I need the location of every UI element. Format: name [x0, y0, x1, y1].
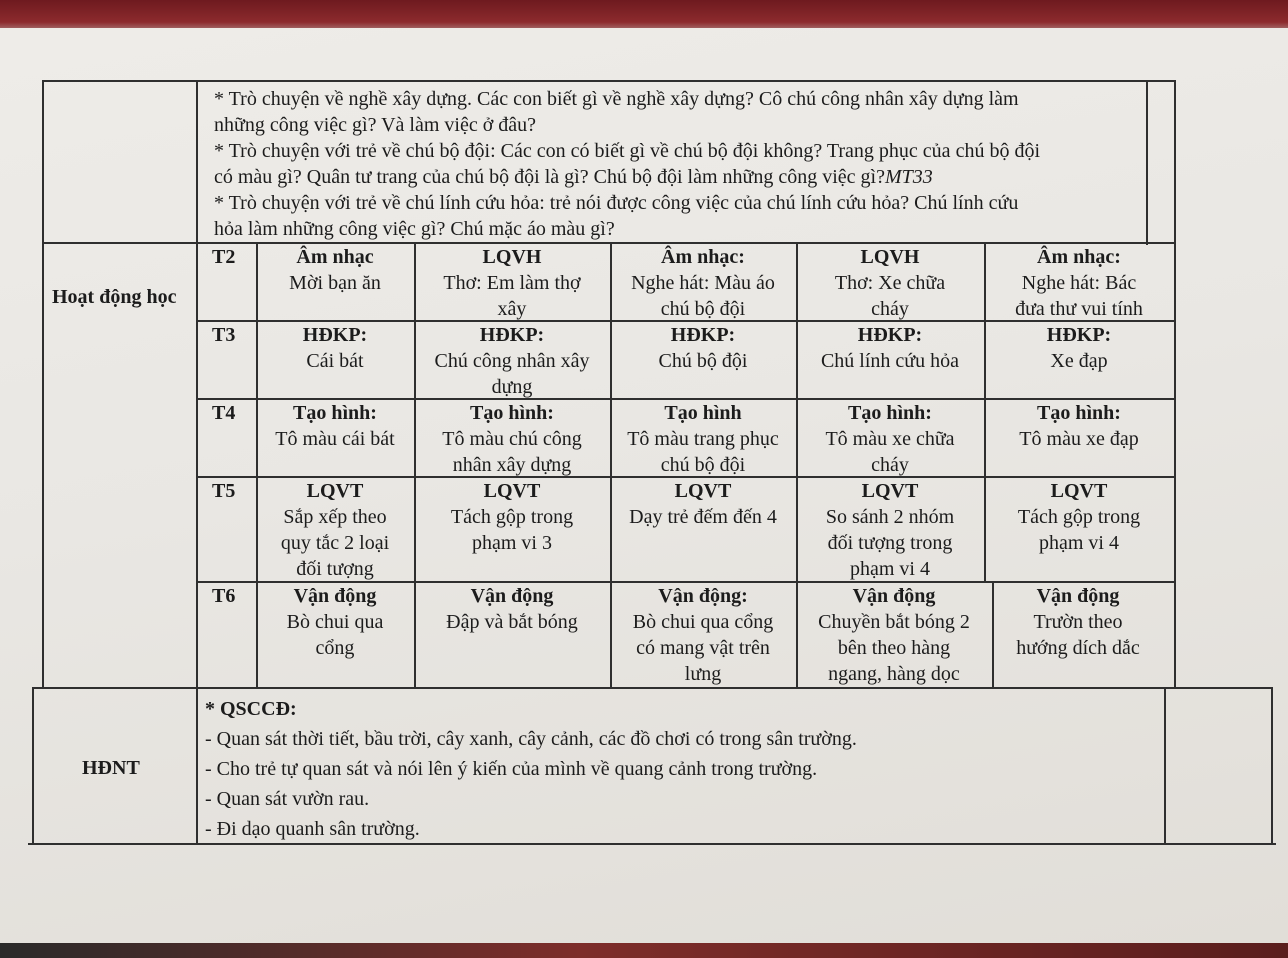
activity-description: chú bộ đội: [660, 454, 746, 476]
activity-title: LQVH: [860, 246, 920, 268]
activity-cell: [796, 400, 984, 478]
activity-description: Tách gộp trong: [1017, 506, 1141, 528]
activity-description: Thơ: Em làm thợ: [443, 272, 581, 294]
hdnt-line: - Cho trẻ tự quan sát và nói lên ý kiến của mình về quang cảnh trong trường.: [205, 758, 818, 780]
activity-title: Tạo hình:: [848, 402, 932, 424]
activity-cell: [414, 244, 610, 322]
activity-description: Chú công nhân xây: [434, 350, 590, 372]
activity-description: lưng: [684, 663, 722, 685]
activity-description: Tô màu chú công: [442, 428, 582, 450]
activity-description: đối tượng: [296, 558, 374, 580]
activity-description: Nghe hát: Màu áo: [631, 272, 775, 294]
day-label: T5: [212, 480, 236, 502]
table-border-left: [32, 687, 34, 844]
talk-line-text: có màu gì? Quân tư trang của chú bộ đội là gì? Chú bộ đội làm những công việc gì?: [214, 166, 885, 188]
activity-description: nhân xây dựng: [452, 454, 572, 476]
talk-line: * Trò chuyện với trẻ về chú bộ đội: Các con có biết gì về chú bộ đội không? Trang phục của chú bộ đội: [214, 140, 1040, 162]
talk-line: * Trò chuyện về nghề xây dựng. Các con biết gì về nghề xây dựng? Cô chú công nhân xây dựng làm: [214, 88, 1019, 110]
activity-title: HĐKP:: [479, 324, 545, 346]
activity-title: HĐKP:: [670, 324, 736, 346]
row-divider: [32, 687, 1272, 689]
activity-description: Mời bạn ăn: [289, 272, 381, 294]
outdoor-activity-block: [205, 694, 1165, 844]
activity-cell: [796, 322, 984, 374]
activity-cell: [256, 244, 414, 296]
activity-description: Chú bộ đội: [658, 350, 748, 372]
activity-description: Đập và bắt bóng: [446, 611, 578, 633]
activity-title: LQVT: [1050, 480, 1108, 502]
day-label: T4: [212, 402, 236, 424]
activity-description: chú bộ đội: [660, 298, 746, 320]
activity-cell: [984, 400, 1174, 452]
hdnt-line: - Quan sát thời tiết, bầu trời, cây xanh, cây cảnh, các đồ chơi có trong sân trường.: [205, 728, 857, 750]
activity-title: LQVT: [861, 480, 919, 502]
activity-title: Tạo hình:: [470, 402, 554, 424]
hdnt-line: - Đi dạo quanh sân trường.: [205, 818, 420, 840]
criteria-code: MT33: [884, 166, 933, 188]
activity-title: HĐKP:: [1046, 324, 1112, 346]
talk-line: [214, 164, 1144, 190]
activity-title: Vận động: [293, 585, 377, 607]
activity-title: Vận động: [470, 585, 554, 607]
activity-description: Dạy trẻ đếm đến 4: [629, 506, 777, 528]
activity-description: quy tắc 2 loại: [280, 532, 390, 554]
activity-description: So sánh 2 nhóm: [825, 506, 955, 528]
activity-description: đối tượng trong: [827, 532, 953, 554]
activity-description: Xe đạp: [1050, 350, 1108, 372]
conversation-topics: [214, 86, 1144, 242]
activity-description: phạm vi 3: [472, 532, 552, 554]
activity-description: Sắp xếp theo: [283, 506, 387, 528]
activity-title: Vận động: [1036, 585, 1120, 607]
activity-title: LQVT: [306, 480, 364, 502]
talk-line: hỏa làm những công việc gì? Chú mặc áo màu gì?: [214, 218, 615, 240]
table-border-right: [1271, 687, 1273, 844]
activity-cell: [992, 583, 1164, 661]
activity-description: ngang, hàng dọc: [828, 663, 960, 685]
activity-title: Âm nhạc: [296, 246, 374, 268]
activity-title: LQVH: [482, 246, 542, 268]
activity-cell: [796, 583, 992, 687]
activity-title: Tạo hình:: [1037, 402, 1121, 424]
activity-title: Âm nhạc:: [1037, 246, 1121, 268]
activity-cell: [610, 244, 796, 322]
activity-description: Bò chui qua cổng: [632, 611, 774, 633]
activity-cell: [610, 478, 796, 530]
table-border-right: [1174, 80, 1176, 688]
activity-description: bên theo hàng: [837, 637, 951, 659]
activity-description: Tô màu xe đạp: [1019, 428, 1139, 450]
hdnt-heading: * QSCCĐ:: [205, 698, 297, 720]
activity-description: cháy: [871, 454, 909, 476]
activity-cell: [414, 400, 610, 478]
activity-description: Chuyền bắt bóng 2: [818, 611, 970, 633]
activity-description: cổng: [315, 637, 355, 659]
activity-description: Trườn theo: [1033, 611, 1123, 633]
day-label: T3: [212, 324, 236, 346]
activity-description: phạm vi 4: [1039, 532, 1119, 554]
activity-cell: [796, 244, 984, 322]
talk-line: * Trò chuyện với trẻ về chú lính cứu hỏa: trẻ nói được công việc của chú lính cứu hỏa? Chú lính cứu: [214, 192, 1019, 214]
activity-description: cháy: [871, 298, 909, 320]
activity-cell: [414, 322, 610, 400]
activity-cell: [984, 322, 1174, 374]
table-border-top: [42, 80, 1175, 82]
activity-description: đưa thư vui tính: [1015, 298, 1143, 320]
talk-line: những công việc gì? Và làm việc ở đâu?: [214, 114, 537, 136]
activity-description: Nghe hát: Bác: [1021, 272, 1137, 294]
activity-cell: [414, 478, 610, 556]
activity-title: LQVT: [483, 480, 541, 502]
activity-description: hướng dích dắc: [1016, 637, 1140, 659]
activity-title: Tạo hình: [664, 402, 742, 424]
activity-title: Âm nhạc:: [661, 246, 745, 268]
activity-description: Cái bát: [306, 350, 364, 372]
section-label-hoat-dong-hoc: Hoạt động học: [52, 286, 177, 308]
activity-cell: [796, 478, 984, 582]
column-divider: [196, 80, 198, 844]
activity-description: xây: [497, 298, 527, 320]
activity-description: Tô màu cái bát: [275, 428, 395, 450]
activity-description: dựng: [491, 376, 533, 398]
column-divider: [1146, 80, 1148, 245]
activity-description: phạm vi 4: [850, 558, 930, 580]
activity-cell: [256, 478, 414, 582]
activity-cell: [610, 583, 796, 687]
day-label: T6: [212, 585, 236, 607]
activity-description: có mang vật trên: [636, 637, 770, 659]
activity-title: Vận động: [852, 585, 936, 607]
activity-cell: [256, 322, 414, 374]
activity-cell: [256, 583, 414, 661]
hdnt-line: - Quan sát vườn rau.: [205, 788, 370, 810]
activity-cell: [256, 400, 414, 452]
activity-cell: [984, 244, 1174, 322]
activity-cell: [414, 583, 610, 635]
activity-description: Bò chui qua: [286, 611, 384, 633]
activity-title: HĐKP:: [302, 324, 368, 346]
activity-cell: [610, 322, 796, 374]
day-label: T2: [212, 246, 236, 268]
activity-description: Thơ: Xe chữa: [834, 272, 946, 294]
activity-title: HĐKP:: [857, 324, 923, 346]
section-label-hdnt: HĐNT: [82, 757, 140, 779]
activity-description: Chú lính cứu hỏa: [820, 350, 960, 372]
activity-description: Tách gộp trong: [450, 506, 574, 528]
activity-cell: [984, 478, 1174, 556]
activity-title: Tạo hình:: [293, 402, 377, 424]
activity-cell: [610, 400, 796, 478]
activity-title: Vận động:: [658, 585, 748, 607]
table-border-left: [42, 80, 44, 688]
activity-title: LQVT: [674, 480, 732, 502]
activity-description: Tô màu trang phục: [627, 428, 779, 450]
activity-description: Tô màu xe chữa: [825, 428, 955, 450]
